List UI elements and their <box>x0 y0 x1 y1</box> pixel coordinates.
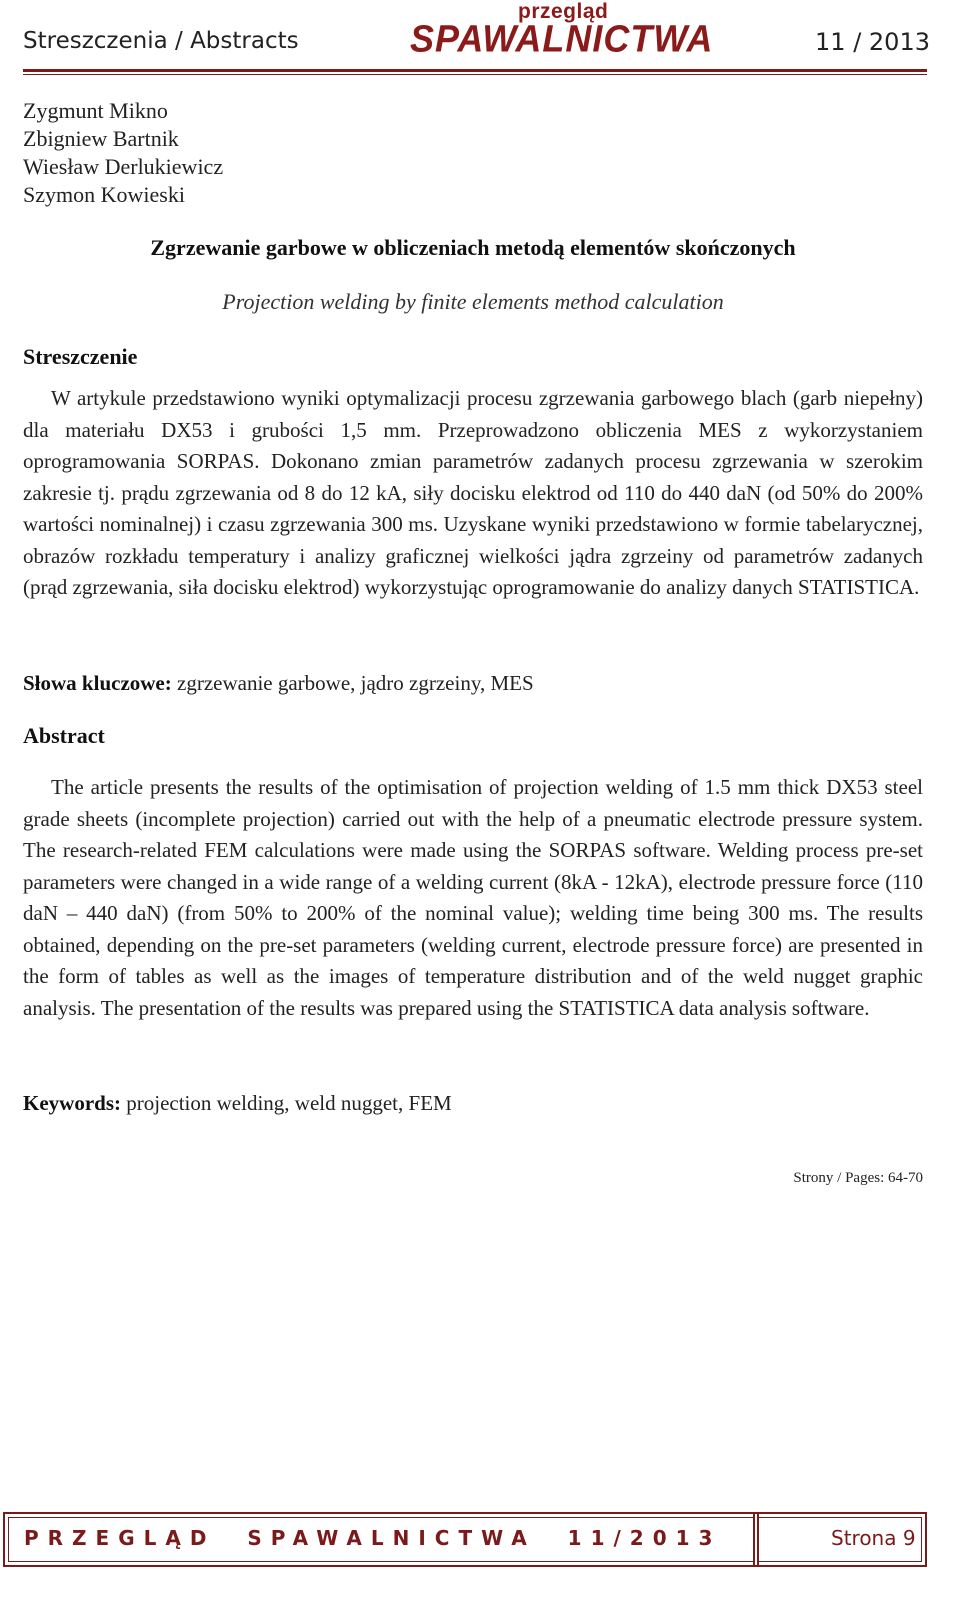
logo-main-text: SPAWALNICTWA <box>410 16 714 60</box>
keywords-value: projection welding, weld nugget, FEM <box>121 1091 452 1115</box>
footer-page-number: Strona 9 <box>831 1526 916 1550</box>
keywords-value: zgrzewanie garbowe, jądro zgrzeiny, MES <box>171 671 534 695</box>
abstract-heading: Abstract <box>23 723 105 748</box>
author: Szymon Kowieski <box>23 182 185 207</box>
journal-logo <box>410 0 714 62</box>
header-rule <box>23 69 927 72</box>
author-list <box>23 97 223 209</box>
header-rule-thin <box>23 74 927 75</box>
logo-top-text: przegląd <box>518 0 609 23</box>
keywords-label: Słowa kluczowe: <box>23 671 172 695</box>
streszczenie-text: W artykule przedstawiono wyniki optymalizacji procesu zgrzewania garbowego blach (garb niepełny) dla materiału DX53 i grubości 1,5 mm. Przeprowadzono obliczenia MES z wykorzystaniem oprogramowania SORPAS. Dokonano zmian parametrów zadanych procesu zgrzewania w szerokim zakresie tj. prądu zgrzewania od 8 do 12 kA, siły docisku elektrod od 110 do 440 daN (od 50% do 200% wartości nominalnej) i czasu zgrzewania 300 ms. Uzyskane wyniki przedstawiono w formie tabelarycznej, obrazów rozkładu temperatury i analizy graficznej wielkości jądra zgrzeiny od parametrów zadanych (prąd zgrzewania, siła docisku elektrod) wykorzystując oprogramowanie do analizy danych STATISTICA. <box>23 386 923 599</box>
streszczenie-keywords <box>23 668 923 699</box>
article-title-english: Projection welding by finite elements method calculation <box>222 289 724 314</box>
page-header <box>0 0 960 80</box>
footer-journal-name: PRZEGLĄD SPAWALNICTWA 11/2013 <box>24 1526 722 1550</box>
abstract-keywords <box>23 1088 923 1119</box>
section-title: Streszczenia / Abstracts <box>23 28 299 54</box>
keywords-label: Keywords: <box>23 1091 121 1115</box>
footer-divider <box>753 1514 759 1565</box>
streszczenie-heading: Streszczenie <box>23 344 138 369</box>
author: Wiesław Derlukiewicz <box>23 154 224 179</box>
abstract-text: The article presents the results of the optimisation of projection welding of 1.5 mm thick DX53 steel grade sheets (incomplete projection) carried out with the help of a pneumatic electrode pressure system. The research-related FEM calculations were made using the SORPAS software. Welding process pre-set parameters were changed in a wide range of a welding current (8kA - 12kA), electrode pressure force (110 daN – 440 daN) (from 50% to 200% of the nominal value); welding time being 300 ms. The results obtained, depending on the pre-set parameters (welding current, electrode pressure force) are presented in the form of tables as well as the images of temperature distribution and of the weld nugget graphic analysis. The presentation of the results was prepared using the STATISTICA data analysis software. <box>23 775 923 1020</box>
page-footer <box>3 1512 927 1567</box>
author: Zbigniew Bartnik <box>23 126 179 151</box>
page-range: Strony / Pages: 64-70 <box>793 1170 923 1186</box>
author: Zygmunt Mikno <box>23 98 168 123</box>
article-title-polish: Zgrzewanie garbowe w obliczeniach metodą elementów skończonych <box>150 235 796 260</box>
issue-number: 11 / 2013 <box>815 28 930 56</box>
